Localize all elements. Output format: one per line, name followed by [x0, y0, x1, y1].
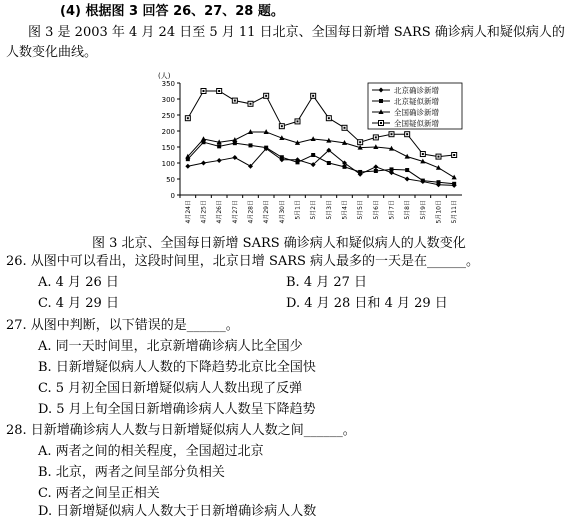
x-tick-label: 5月3日 — [325, 200, 333, 220]
series-line-0 — [188, 149, 454, 186]
data-point — [311, 153, 315, 157]
q27-option-a: A. 同一天时间里，北京新增确诊病人比全国少 — [38, 339, 303, 354]
data-point-core — [375, 136, 377, 138]
data-point — [374, 169, 378, 173]
data-point-core — [218, 90, 220, 92]
data-point-core — [406, 133, 408, 135]
q26-option-c: C. 4 月 29 日 — [38, 296, 119, 311]
q26-option-d: D. 4 月 28 日和 4 月 29 日 — [286, 296, 448, 311]
data-point-core — [422, 153, 424, 155]
data-point — [264, 146, 268, 150]
y-tick-label: 350 — [161, 80, 175, 88]
x-tick-label: 5月10日 — [435, 200, 443, 224]
data-point — [217, 144, 221, 148]
q28-option-d: D. 日新增疑似病人人数大于日新增确诊病人人数 — [38, 504, 317, 519]
q27-option-d: D. 5 月上旬全国日新增确诊病人人数呈下降趋势 — [38, 402, 316, 417]
data-point-core — [187, 117, 189, 119]
q28-option-b: B. 北京，两者之间呈部分负相关 — [38, 465, 225, 480]
data-point-core — [281, 125, 283, 127]
y-tick-label: 100 — [161, 160, 175, 168]
x-tick-label: 5月1日 — [294, 200, 302, 220]
data-point — [452, 175, 457, 180]
data-point — [390, 167, 394, 171]
x-tick-label: 4月29日 — [263, 200, 271, 224]
data-point-core — [312, 95, 314, 97]
q28-option-a: A. 两者之间的相关程度，全国超过北京 — [38, 444, 264, 459]
data-point-core — [297, 120, 299, 122]
x-tick-label: 4月25日 — [200, 200, 208, 224]
data-point — [327, 161, 331, 165]
intro-line-2: 人数变化曲线。 — [6, 45, 98, 60]
data-point-core — [438, 156, 440, 158]
data-point-core — [344, 127, 346, 129]
y-tick-label: 0 — [170, 192, 175, 200]
legend-label: 全国疑似新增 — [394, 119, 439, 128]
x-tick-label: 4月26日 — [216, 200, 224, 224]
data-point-core — [391, 133, 393, 135]
series-line-1 — [188, 142, 454, 184]
legend-marker — [379, 99, 383, 103]
y-tick-label: 200 — [161, 128, 175, 136]
y-tick-label: 250 — [161, 112, 175, 120]
x-tick-label: 5月11日 — [451, 200, 459, 224]
data-point — [201, 136, 206, 141]
legend-label: 北京疑似新增 — [394, 97, 439, 106]
data-point — [201, 161, 206, 166]
legend-label: 北京确诊新增 — [394, 86, 439, 95]
x-tick-label: 4月24日 — [184, 200, 192, 224]
q28-option-c: C. 两者之间呈正相关 — [38, 486, 160, 501]
x-tick-label: 4月28日 — [247, 200, 255, 224]
y-tick-label: 300 — [161, 96, 175, 104]
data-point — [373, 164, 378, 169]
data-point — [280, 155, 284, 159]
data-point — [405, 168, 409, 172]
legend-marker-core — [380, 122, 382, 124]
data-point — [437, 180, 441, 184]
data-point — [343, 165, 347, 169]
x-tick-label: 5月4日 — [341, 200, 349, 220]
data-point — [405, 177, 410, 182]
legend-label: 全国确诊新增 — [394, 108, 439, 117]
data-point — [185, 164, 190, 169]
data-point — [452, 182, 456, 186]
data-point — [232, 155, 237, 160]
data-point — [217, 158, 222, 163]
x-tick-label: 5月6日 — [372, 200, 380, 220]
data-point-core — [359, 141, 361, 143]
data-point-core — [203, 90, 205, 92]
figure-caption: 图 3 北京、全国每日新增 SARS 确诊病人和疑似病人的人数变化 — [92, 236, 466, 251]
q27-option-c: C. 5 月初全国日新增疑似病人人数出现了反弹 — [38, 381, 303, 396]
data-point-core — [234, 100, 236, 102]
x-tick-label: 5月5日 — [357, 200, 365, 220]
y-tick-label: 150 — [161, 144, 175, 152]
intro-line-1: 图 3 是 2003 年 4 月 24 日至 5 月 11 日北京、全国每日新增 SARS 确诊病人和疑似病人的 — [28, 25, 565, 40]
question-26-stem: 26. 从图中可以看出，这段时间里，北京日增 SARS 病人最多的一天是在______。 — [6, 254, 480, 269]
data-point-core — [265, 95, 267, 97]
y-axis-label: (人) — [158, 72, 171, 80]
chart-svg — [150, 63, 470, 233]
q26-option-a: A. 4 月 26 日 — [38, 275, 119, 290]
y-tick-label: 50 — [166, 176, 175, 184]
x-tick-label: 5月9日 — [419, 200, 427, 220]
q27-option-b: B. 日新增疑似病人人数的下降趋势北京比全国快 — [38, 360, 316, 375]
x-tick-label: 4月27日 — [231, 200, 239, 224]
data-point — [249, 143, 253, 147]
data-point — [296, 160, 300, 164]
x-tick-label: 4月30日 — [278, 200, 286, 224]
q26-option-b: B. 4 月 27 日 — [286, 275, 368, 290]
question-28-stem: 28. 日新增确诊病人人数与日新增疑似病人人数之间______。 — [6, 423, 356, 438]
x-tick-label: 5月8日 — [404, 200, 412, 220]
data-point — [311, 136, 316, 141]
data-point-core — [453, 154, 455, 156]
x-tick-label: 5月2日 — [310, 200, 318, 220]
series-line-2 — [188, 132, 454, 177]
section-heading: (4) 根据图 3 回答 26、27、28 题。 — [60, 4, 284, 19]
data-point — [358, 170, 362, 174]
line-chart — [150, 63, 470, 233]
question-27-stem: 27. 从图中判断，以下错误的是______。 — [6, 318, 239, 333]
data-point-core — [328, 117, 330, 119]
data-point — [421, 179, 425, 183]
x-tick-label: 5月7日 — [388, 200, 396, 220]
data-point-core — [250, 103, 252, 105]
